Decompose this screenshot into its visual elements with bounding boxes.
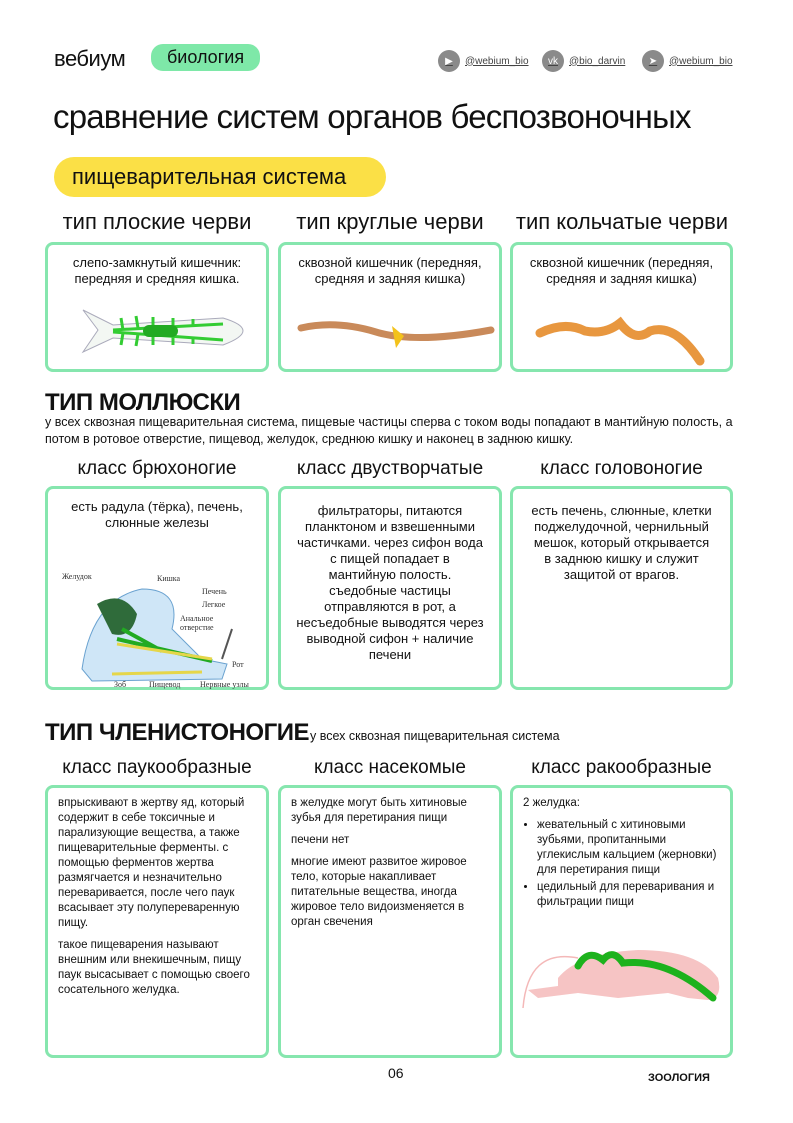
heading-crustaceans: класс ракообразные (531, 757, 712, 778)
label-esophagus: Пищевод (149, 680, 181, 689)
label-ganglia: Нервные узлы (200, 680, 249, 689)
heading-arachnids: класс паукообразные (62, 757, 252, 778)
youtube-icon: ▶ (438, 50, 460, 72)
card-text: сквозной кишечник (передняя, средняя и задняя кишка) (298, 255, 482, 286)
bullet-item: • цедильный для переваривания и фильтрации пищи (537, 880, 720, 910)
card-paragraph: многие имеют развитое жировое тело, которые накапливает питательные вещества, иногда жировое тело видоизменяется в орган свечения (291, 856, 467, 928)
label-lung: Легкое (202, 600, 226, 609)
telegram-handle: @webium_bio (669, 55, 733, 67)
arthropods-intro: у всех сквозная пищеварительная система (310, 729, 560, 743)
youtube-handle: @webium_bio (465, 55, 529, 67)
card-paragraph: такое пищеварения называют внешним или внекишечным, пищу паук высасывает с помощью своего сосательного желудка. (58, 939, 250, 996)
mollusks-intro: у всех сквозная пищеварительная система, пищевые частицы сперва с током воды попадают в мантийную полость, а потом в ротовое отверстие, пищевод, желудок, среднюю кишку и наконец в заднюю кишку. (45, 415, 733, 446)
heading-bivalves: класс двустворчатые (296, 458, 484, 479)
heading-gastropods: класс брюхоногие (77, 458, 237, 479)
telegram-icon: ➤ (642, 50, 664, 72)
bullet-item: • жевательный с хитиновыми зубьями, пропитанными углекислым кальцием (жерновки) для перетирания пищи (537, 818, 720, 878)
youtube-link[interactable] (438, 50, 529, 72)
card-text: есть печень, слюнные, клетки поджелудочной, чернильный мешок, который открывается в заднюю кишку и служит защитой от врагов. (531, 503, 712, 582)
card-paragraph: печени нет (291, 834, 350, 846)
label-stomach: Желудок (62, 572, 92, 581)
vk-handle: @bio_darvin (569, 55, 626, 67)
label-liver: Печень (202, 587, 227, 596)
crustaceans-card (510, 785, 733, 1058)
crayfish-image (518, 938, 728, 1028)
heading-cephalopods: класс головоногие (540, 458, 703, 479)
card-lead: 2 желудка: (523, 797, 580, 809)
label-mouth: Рот (232, 660, 244, 669)
vk-icon: vk (542, 50, 564, 72)
vk-link[interactable] (542, 50, 625, 72)
heading-flatworms: тип плоские черви (62, 209, 252, 234)
heading-insects: класс насекомые (314, 757, 466, 778)
page-title: сравнение систем органов беспозвоночных (53, 98, 691, 135)
annelids-card (510, 242, 733, 372)
roundworms-card (278, 242, 502, 372)
flatworms-card (45, 242, 269, 372)
insects-card (278, 785, 502, 1058)
gastropods-card (45, 486, 269, 690)
label-crop: Зоб (114, 680, 127, 689)
arachnids-card (45, 785, 269, 1058)
bivalves-card (278, 486, 502, 690)
label-intestine: Кишка (157, 574, 181, 583)
heading-roundworms: тип круглые черви (296, 209, 484, 234)
footer-topic: ЗООЛОГИЯ (648, 1072, 710, 1084)
arthropods-heading: ТИП ЧЛЕНИСТОНОГИЕ (45, 719, 309, 746)
section-badge: пищеварительная система (54, 157, 386, 197)
snail-diagram (52, 569, 267, 689)
telegram-link[interactable] (642, 50, 733, 72)
heading-annelids: тип кольчатые черви (515, 209, 729, 234)
mollusks-heading: ТИП МОЛЛЮСКИ (45, 389, 241, 416)
card-text: фильтраторы, питаются планктоном и взвешенными частичками. через сифон вода с пищей попадает в мантийную полость. съедобные частицы отправляются в рот, а несъедобные выводятся через выводной сифон + наличие печени (296, 503, 484, 662)
planarian-image (73, 300, 273, 360)
card-text: есть радула (тёрка), печень, слюнные железы (71, 499, 243, 530)
page-number: 06 (388, 1065, 404, 1081)
earthworm-image (525, 313, 725, 368)
card-text: слепо-замкнутый кишечник: передняя и средняя кишка. (72, 255, 242, 286)
label-anus-2: отверстие (180, 623, 214, 632)
label-anus-1: Анальное (180, 614, 214, 623)
card-paragraph: в желудке могут быть хитиновые зубья для перетирания пищи (291, 797, 467, 824)
brand-logo: вебиум (54, 46, 126, 71)
card-text: сквозной кишечник (передняя, средняя и задняя кишка) (529, 255, 714, 286)
cephalopods-card (510, 486, 733, 690)
card-paragraph: впрыскивают в жертву яд, который содержит в себе токсичные и парализующие вещества, а также пищеварительные ферменты. с помощью ферментов жертва размягчается и незначительно переваривается, после чего паук всасывает эту полупереваренную пищу. (58, 797, 245, 929)
subject-badge: биология (151, 44, 260, 71)
roundworm-image (296, 310, 496, 360)
